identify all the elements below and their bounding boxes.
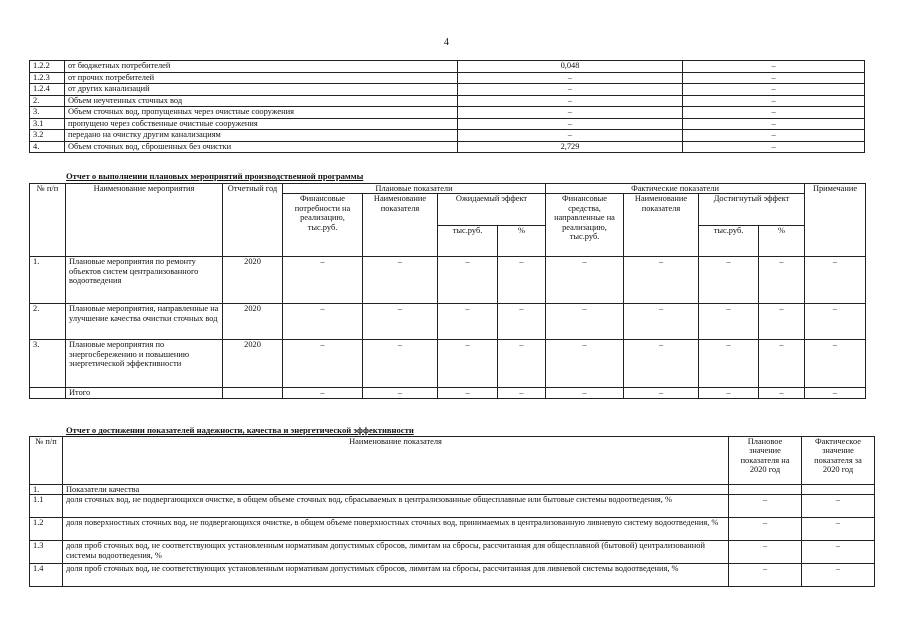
row-fact: – [683, 84, 865, 96]
table-row [30, 495, 875, 518]
row-activity: Плановые мероприятия, направленные на улучшение качества очистки сточных вод [66, 304, 223, 340]
cell: – [546, 340, 624, 388]
header-fact-finance: Финансовые средства, направленные на реализацию, тыс.руб. [546, 194, 624, 257]
row-code: 4. [30, 141, 65, 153]
row-plan: – [457, 130, 683, 142]
row-indicator: Показатели качества [63, 485, 729, 495]
header-year: Отчетный год [223, 184, 283, 257]
cell: – [283, 257, 363, 304]
cell: – [805, 388, 866, 398]
row-code: 1.2.4 [30, 84, 65, 96]
cell: – [699, 257, 759, 304]
header-row [30, 437, 875, 485]
cell: – [759, 257, 805, 304]
row-plan [729, 485, 802, 495]
cell: – [759, 340, 805, 388]
row-fact: – [802, 518, 875, 541]
table-row [30, 61, 865, 73]
header-fact-thous: тыс.руб. [699, 225, 759, 257]
table-row [30, 485, 875, 495]
cell: – [498, 304, 546, 340]
header-activity-name: Наименование мероприятия [66, 184, 223, 257]
header-note: Примечание [805, 184, 866, 257]
cell: – [363, 304, 438, 340]
table-row [30, 141, 865, 153]
cell: – [438, 388, 498, 398]
cell: – [624, 388, 699, 398]
row-plan: – [457, 118, 683, 130]
row-label: от других канализаций [64, 84, 457, 96]
row-fact: – [802, 541, 875, 564]
wastewater-volume-table [29, 60, 865, 153]
cell: – [699, 304, 759, 340]
row-fact: – [683, 107, 865, 119]
table-row [30, 304, 866, 340]
cell: – [624, 257, 699, 304]
row-fact: – [683, 95, 865, 107]
cell: – [283, 388, 363, 398]
header-fact-group: Фактические показатели [546, 184, 805, 194]
row-fact: – [802, 495, 875, 518]
row-year: 2020 [223, 257, 283, 304]
row-num: 1.3 [30, 541, 63, 564]
row-plan: – [457, 72, 683, 84]
header-plan-finance: Финансовые потребности на реализацию, тыс.руб. [283, 194, 363, 257]
cell: – [363, 257, 438, 304]
row-fact: – [683, 130, 865, 142]
row-num: 1. [30, 485, 63, 495]
table-row [30, 107, 865, 119]
row-fact: – [683, 61, 865, 73]
row-label: Объем сточных вод, сброшенных без очистки [64, 141, 457, 153]
row-fact [802, 485, 875, 495]
cell: – [363, 340, 438, 388]
row-indicator: доля проб сточных вод, не соответствующих установленным нормативам допустимых сбросов, лимитам на сбросы, рассчитанная для ливневой системы водоотведения, % [63, 564, 729, 587]
header-plan-effect: Ожидаемый эффект [438, 194, 546, 226]
total-row [30, 388, 866, 398]
cell: – [283, 304, 363, 340]
row-code: 2. [30, 95, 65, 107]
total-label: Итого [66, 388, 223, 398]
row-code: 3.2 [30, 130, 65, 142]
row-plan: 2,729 [457, 141, 683, 153]
row-label: пропущено через собственные очистные сооружения [64, 118, 457, 130]
table-row [30, 541, 875, 564]
header-indicator-name: Наименование показателя [63, 437, 729, 485]
table-row [30, 95, 865, 107]
cell: – [546, 304, 624, 340]
section-title-indicators-report: Отчет о достижении показателей надежности, качества и энергетической эффективности [66, 425, 414, 435]
row-indicator: доля сточных вод, не подвергающихся очистке, в общем объеме сточных вод, сбрасываемых в централизованные общесплавные или бытовые системы водоотведения, % [63, 495, 729, 518]
cell: – [498, 388, 546, 398]
row-plan: – [457, 107, 683, 119]
cell: – [498, 340, 546, 388]
cell: – [546, 257, 624, 304]
row-label: Объем неучтенных сточных вод [64, 95, 457, 107]
cell: – [283, 340, 363, 388]
table-row [30, 518, 875, 541]
table-row [30, 130, 865, 142]
row-indicator: доля проб сточных вод, не соответствующих установленным нормативам допустимых сбросов, лимитам на сбросы, рассчитанная для общесплавной (бытовой) централизованной системы водоотведения, % [63, 541, 729, 564]
table-row [30, 340, 866, 388]
header-num: № п/п [30, 437, 63, 485]
row-indicator: доля поверхностных сточных вод, не подвергающихся очистке, в общем объеме поверхностных сточных вод, принимаемых в централизованную ливневую систему водоотведения, % [63, 518, 729, 541]
cell: – [699, 388, 759, 398]
row-label: от бюджетных потребителей [64, 61, 457, 73]
table-row [30, 564, 875, 587]
table-row [30, 84, 865, 96]
row-num: 3. [30, 340, 66, 388]
cell: – [624, 304, 699, 340]
cell: – [805, 340, 866, 388]
cell: – [805, 257, 866, 304]
row-plan: – [729, 541, 802, 564]
row-year: 2020 [223, 304, 283, 340]
row-plan: 0,048 [457, 61, 683, 73]
row-fact: – [683, 72, 865, 84]
row-plan: – [457, 95, 683, 107]
row-fact: – [802, 564, 875, 587]
row-plan: – [729, 518, 802, 541]
row-num: 1.2 [30, 518, 63, 541]
header-plan-indicator: Наименование показателя [363, 194, 438, 257]
header-plan-value: Плановое значение показателя на 2020 год [729, 437, 802, 485]
page-number: 4 [444, 37, 449, 48]
cell: – [699, 340, 759, 388]
row-plan: – [457, 84, 683, 96]
cell: – [805, 304, 866, 340]
reliability-indicators-table [29, 436, 875, 587]
table-row [30, 118, 865, 130]
header-plan-pct: % [498, 225, 546, 257]
cell: – [759, 304, 805, 340]
section-title-program-report: Отчет о выполнении плановых мероприятий производственной программы [66, 171, 364, 181]
header-num: № п/п [30, 184, 66, 257]
header-fact-effect: Достигнутый эффект [699, 194, 805, 226]
row-fact: – [683, 141, 865, 153]
row-num: 1. [30, 257, 66, 304]
row-activity: Плановые мероприятия по ремонту объектов систем централизованного водоотведения [66, 257, 223, 304]
cell: – [438, 340, 498, 388]
row-code: 3. [30, 107, 65, 119]
header-fact-pct: % [759, 225, 805, 257]
cell: – [546, 388, 624, 398]
row-plan: – [729, 495, 802, 518]
row-num: 2. [30, 304, 66, 340]
program-activities-table [29, 183, 866, 399]
row-activity: Плановые мероприятия по энергосбережению и повышению энергетической эффективности [66, 340, 223, 388]
cell: – [759, 388, 805, 398]
table-row [30, 257, 866, 304]
row-fact: – [683, 118, 865, 130]
row-num: 1.4 [30, 564, 63, 587]
row-label: передано на очистку другим канализациям [64, 130, 457, 142]
row-num: 1.1 [30, 495, 63, 518]
row-plan: – [729, 564, 802, 587]
row-label: от прочих потребителей [64, 72, 457, 84]
header-plan-thous: тыс.руб. [438, 225, 498, 257]
cell: – [498, 257, 546, 304]
row-label: Объем сточных вод, пропущенных через очистные сооружения [64, 107, 457, 119]
header-fact-value: Фактическое значение показателя за 2020 год [802, 437, 875, 485]
cell: – [438, 257, 498, 304]
cell: – [624, 340, 699, 388]
header-plan-group: Плановые показатели [283, 184, 546, 194]
cell: – [363, 388, 438, 398]
row-code: 3.1 [30, 118, 65, 130]
cell: – [438, 304, 498, 340]
table-row [30, 72, 865, 84]
row-code: 1.2.2 [30, 61, 65, 73]
header-fact-indicator: Наименование показателя [624, 194, 699, 257]
row-code: 1.2.3 [30, 72, 65, 84]
header-row-1 [30, 184, 866, 194]
row-year: 2020 [223, 340, 283, 388]
